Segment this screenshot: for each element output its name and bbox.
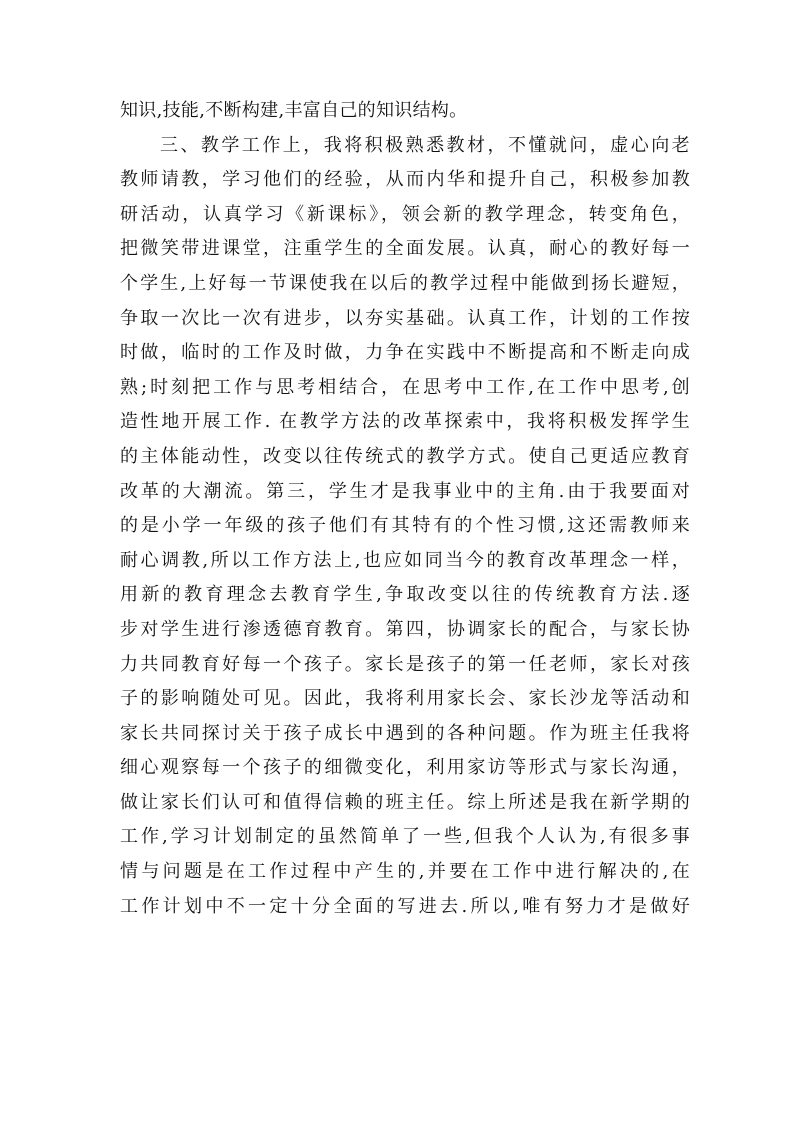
text-line: 的是小学一年级的孩子他们有其特有的个性习惯,这还需教师来 — [120, 515, 690, 537]
text-line: 研活动，认真学习《新课标》，领会新的教学理念，转变角色， — [120, 203, 690, 225]
text-line: 力共同教育好每一个孩子。家长是孩子的第一任老师，家长对孩 — [120, 653, 690, 675]
text-line: 造性地开展工作. 在教学方法的改革探索中，我将积极发挥学生 — [120, 411, 690, 433]
text-line: 做让家长们认可和值得信赖的班主任。综上所述是我在新学期的 — [120, 791, 690, 813]
text-line: 细心观察每一个孩子的细微变化，利用家访等形式与家长沟通， — [120, 757, 690, 779]
text-line: 家长共同探讨关于孩子成长中遇到的各种问题。作为班主任我将 — [120, 722, 690, 744]
text-line: 改革的大潮流。第三，学生才是我事业中的主角.由于我要面对 — [120, 480, 690, 502]
text-line: 子的影响随处可见。因此，我将利用家长会、家长沙龙等活动和 — [120, 688, 690, 710]
text-line: 工作计划中不一定十分全面的写进去.所以,唯有努力才是做好 — [120, 895, 690, 917]
text-line: 争取一次比一次有进步，以夯实基础。认真工作，计划的工作按 — [120, 307, 690, 329]
text-line: 情与问题是在工作过程中产生的,并要在工作中进行解决的,在 — [120, 861, 690, 883]
text-line: 知识,技能,不断构建,丰富自己的知识结构。 — [120, 100, 468, 121]
text-line: 用新的教育理念去教育学生,争取改变以往的传统教育方法.逐 — [120, 584, 690, 606]
text-line: 的主体能动性，改变以往传统式的教学方式。使自己更适应教育 — [120, 445, 690, 467]
text-line: 工作,学习计划制定的虽然简单了一些,但我个人认为,有很多事 — [120, 826, 690, 848]
text-line: 个学生,上好每一节课使我在以后的教学过程中能做到扬长避短， — [120, 272, 690, 294]
text-line: 教师请教，学习他们的经验，从而内华和提升自己，积极参加教 — [120, 169, 690, 191]
text-line: 耐心调教,所以工作方法上,也应如同当今的教育改革理念一样， — [120, 549, 690, 571]
text-line: 步对学生进行渗透德育教育。第四，协调家长的配合，与家长协 — [120, 618, 690, 640]
text-line: 三、教学工作上，我将积极熟悉教材，不懂就问，虚心向老 — [160, 134, 690, 156]
body-text — [120, 94, 690, 924]
text-line: 熟;时刻把工作与思考相结合，在思考中工作,在工作中思考,创 — [120, 376, 690, 398]
text-line: 把微笑带进课堂，注重学生的全面发展。认真，耐心的教好每一 — [120, 238, 690, 260]
text-line: 时做，临时的工作及时做，力争在实践中不断提高和不断走向成 — [120, 342, 690, 364]
